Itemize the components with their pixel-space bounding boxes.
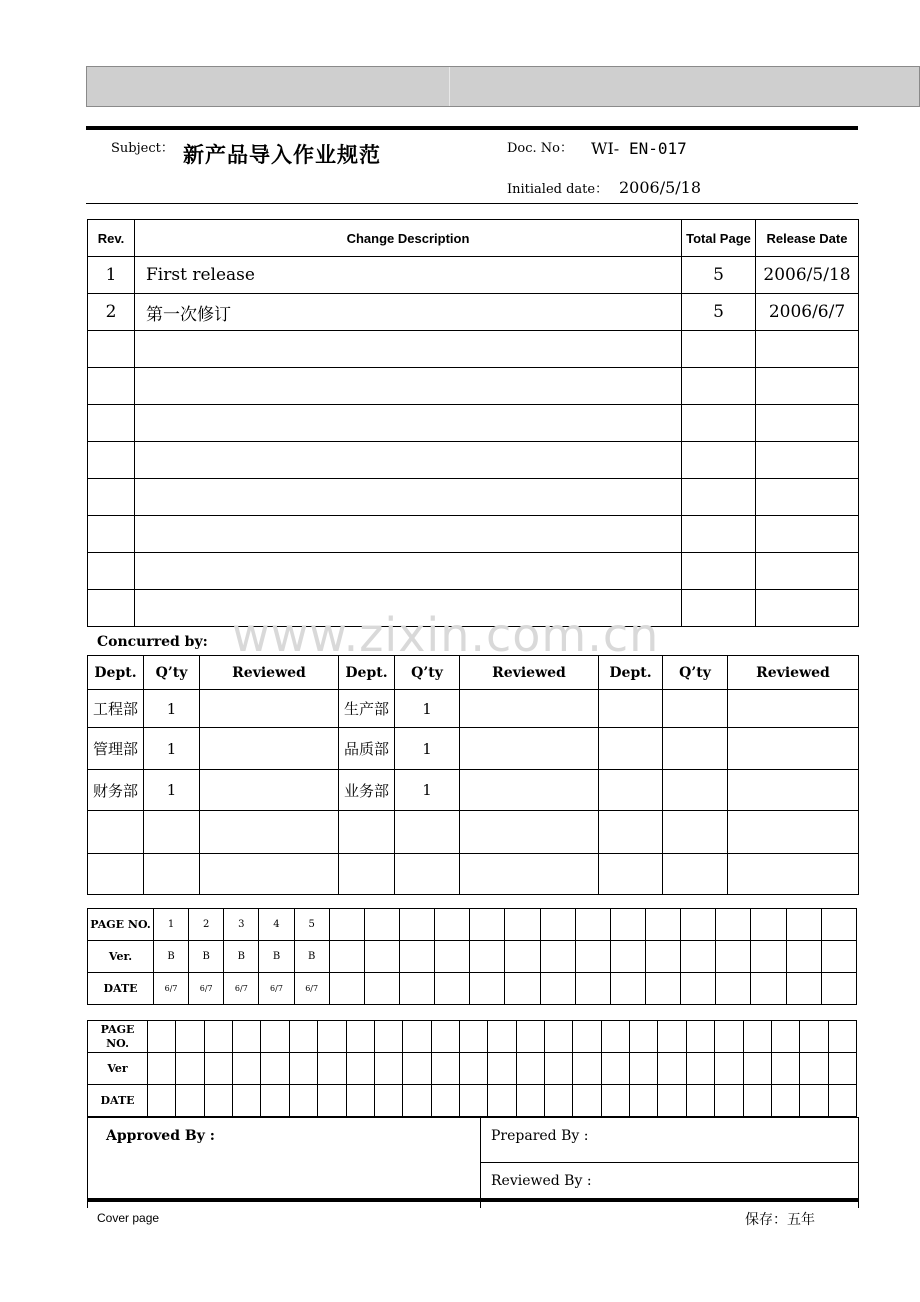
qty-cell [395,811,460,854]
doc-no-value: EN-017 [629,139,687,158]
reviewed-cell [728,728,859,770]
revision-row [88,368,859,405]
reviewed-cell [460,770,599,811]
page-no-row [88,909,857,941]
page-grid-cell [399,909,434,941]
page-grid-cell: 3 [224,909,259,941]
qty-cell: 1 [395,728,460,770]
reviewed-by-label: Reviewed By : [491,1173,592,1190]
page-grid-cell [540,941,575,973]
page-grid-cell [318,1021,346,1053]
reviewed-cell [728,770,859,811]
reviewed-cell [460,690,599,728]
page-grid-cell [176,1021,204,1053]
release-date-cell [756,331,859,368]
total-page-cell [682,368,756,405]
page-grid-cell [821,973,856,1005]
page-grid-cell [435,941,470,973]
page-grid-cell [505,973,540,1005]
page-grid-cell: 6/7 [224,973,259,1005]
dept-cell: 管理部 [88,728,144,770]
page-grid-cell [204,1021,232,1053]
concurred-label: Concurred by: [97,634,208,650]
page-grid-cell [601,1021,629,1053]
footer-cover-page: Cover page [97,1211,160,1225]
page-grid-cell: B [294,941,329,973]
qty-cell [395,854,460,895]
page-grid-cell: B [224,941,259,973]
concurred-header-row [88,656,859,690]
revision-row [88,294,859,331]
page-grid-cell: 5 [294,909,329,941]
page-grid-cell [575,973,610,1005]
page-grid-cell [658,1053,686,1085]
dept-cell: 业务部 [339,770,395,811]
approval-table [87,1117,859,1208]
revision-row [88,553,859,590]
dept-cell: 生产部 [339,690,395,728]
qty-cell: 1 [144,770,200,811]
page-grid-cell: 6/7 [154,973,189,1005]
reviewed-header: Reviewed [200,656,339,690]
page-grid-cell [399,941,434,973]
page-grid-cell [681,909,716,941]
qty-cell: 1 [395,690,460,728]
page-grid-cell [715,1085,743,1117]
page-grid-cell [645,973,680,1005]
page-grid-cell [459,1053,487,1085]
rev-cell [88,516,135,553]
page-grid-cell [540,973,575,1005]
qty-header: Q’ty [395,656,460,690]
page-grid-cell [821,909,856,941]
approved-by-cell [88,1118,481,1209]
date-row [88,973,857,1005]
page-grid-cell: 1 [154,909,189,941]
dept-header: Dept. [599,656,663,690]
page-grid-cell [610,973,645,1005]
page-grid-cell: 6/7 [294,973,329,1005]
dept-cell: 工程部 [88,690,144,728]
release-date-cell: 2006/5/18 [756,257,859,294]
release-date-cell [756,590,859,627]
qty-cell [663,854,728,895]
revision-row [88,331,859,368]
reviewed-cell [460,811,599,854]
page-grid-cell [431,1085,459,1117]
page-grid-cell [681,973,716,1005]
page-grid-cell [630,1085,658,1117]
page-grid-cell [470,941,505,973]
approved-by-label: Approved By : [106,1128,215,1144]
page-grid-cell [488,1021,516,1053]
page-grid-cell [686,1021,714,1053]
rev-cell [88,405,135,442]
page-grid-cell [261,1053,289,1085]
doc-no-prefix: WI- [591,139,620,158]
ver-row [88,1053,857,1085]
rev-cell [88,553,135,590]
page-grid-cell [470,909,505,941]
total-page-cell [682,405,756,442]
reviewed-cell [728,854,859,895]
page-grid-cell [800,1085,828,1117]
page-grid-cell [686,1053,714,1085]
page-grid-cell [403,1053,431,1085]
page-grid-cell [148,1053,176,1085]
page-grid-cell [233,1053,261,1085]
page-grid-cell [573,1053,601,1085]
doc-no-label: Doc. No： [507,141,573,156]
qty-header: Q’ty [144,656,200,690]
page-grid-cell [346,1053,374,1085]
page-no-row [88,1021,857,1053]
page-grid-cell [148,1021,176,1053]
page-grid-cell [771,1085,799,1117]
page-grid-cell [610,909,645,941]
release-date-cell [756,516,859,553]
qty-cell [144,854,200,895]
page-grid-cell [488,1053,516,1085]
page-grid-cell [686,1085,714,1117]
page-grid-cell [374,1085,402,1117]
footer-retention: 保存：五年 [745,1212,815,1228]
page-grid-cell [751,973,786,1005]
approval-bottom-rule [87,1198,858,1202]
page-grid-cell [828,1021,856,1053]
page-grid-cell [573,1021,601,1053]
qty-cell [663,690,728,728]
qty-header: Q’ty [663,656,728,690]
description-cell [135,516,682,553]
page-grid-cell [505,909,540,941]
page-grid-cell [204,1053,232,1085]
page-grid-cell [289,1021,317,1053]
page-grid-cell [658,1021,686,1053]
page-grid-cell [821,941,856,973]
dept-cell: 品质部 [339,728,395,770]
dept-cell [599,854,663,895]
change-description-header: Change Description [135,220,682,257]
page-grid-cell: B [154,941,189,973]
row-label: PAGE NO. [88,909,154,941]
page-grid-cell [743,1085,771,1117]
page-grid-cell [470,973,505,1005]
page-grid-cell [459,1021,487,1053]
total-page-cell [682,590,756,627]
rev-cell [88,590,135,627]
page-grid-cell [261,1021,289,1053]
page-grid-cell [374,1021,402,1053]
total-page-cell: 5 [682,294,756,331]
total-page-header: Total Page [682,220,756,257]
prepared-by-cell [481,1118,859,1163]
page-grid-cell [771,1053,799,1085]
page-grid-cell [630,1021,658,1053]
page-grid-cell [751,941,786,973]
rev-cell: 2 [88,294,135,331]
revision-row [88,479,859,516]
page-grid-cell [540,909,575,941]
page-grid-cell [545,1085,573,1117]
page-grid-cell [645,941,680,973]
concurred-row [88,690,859,728]
page-grid-cell [176,1085,204,1117]
reviewed-cell [200,770,339,811]
release-date-cell [756,368,859,405]
page-grid-cell [786,909,821,941]
page-grid-cell [318,1085,346,1117]
page-version-table-2 [87,1020,857,1117]
dept-cell [88,854,144,895]
rev-cell [88,442,135,479]
reviewed-cell [460,854,599,895]
dept-header: Dept. [88,656,144,690]
page-grid-cell [545,1053,573,1085]
header-top-rule [86,126,858,130]
row-label: PAGE NO. [88,1021,148,1053]
page-grid-cell [505,941,540,973]
description-cell [135,553,682,590]
revision-header-row [88,220,859,257]
page-grid-cell [715,1021,743,1053]
page-grid-cell [743,1021,771,1053]
page-grid-cell [630,1053,658,1085]
description-cell: First release [135,257,682,294]
page-grid-cell [601,1053,629,1085]
total-page-cell [682,479,756,516]
row-label: Ver. [88,941,154,973]
dept-cell [599,728,663,770]
page-grid-cell [545,1021,573,1053]
dept-cell [339,811,395,854]
page-grid-cell [716,941,751,973]
row-label: DATE [88,1085,148,1117]
qty-cell: 1 [144,728,200,770]
page-grid-cell: 2 [189,909,224,941]
concurred-row [88,770,859,811]
page-grid-cell [459,1085,487,1117]
row-label: DATE [88,973,154,1005]
page-grid-cell [751,909,786,941]
rev-cell [88,331,135,368]
qty-cell [144,811,200,854]
release-date-cell: 2006/6/7 [756,294,859,331]
page-grid-cell [329,941,364,973]
page-grid-cell [800,1053,828,1085]
page-grid-cell [346,1021,374,1053]
page-grid-cell [645,909,680,941]
reviewed-cell [200,728,339,770]
page-grid-cell [318,1053,346,1085]
release-date-header: Release Date [756,220,859,257]
page-grid-cell [516,1053,544,1085]
page-grid-cell [435,973,470,1005]
description-cell [135,331,682,368]
page-grid-cell [364,941,399,973]
description-cell [135,405,682,442]
qty-cell [663,811,728,854]
description-cell [135,479,682,516]
page-grid-cell [329,909,364,941]
total-page-cell: 5 [682,257,756,294]
subject-value: 新产品导入作业规范 [183,142,381,167]
page-grid-cell [573,1085,601,1117]
page-grid-cell [575,941,610,973]
page-grid-cell [716,973,751,1005]
page-grid-cell [261,1085,289,1117]
description-cell: 第一次修订 [135,294,682,331]
page-grid-cell [488,1085,516,1117]
page-grid-cell [364,909,399,941]
release-date-cell [756,442,859,479]
rev-header: Rev. [88,220,135,257]
concurred-row [88,811,859,854]
page-grid-cell [148,1085,176,1117]
rev-cell [88,479,135,516]
prepared-by-label: Prepared By : [491,1128,589,1144]
concurred-table [87,655,859,895]
page-grid-cell [346,1085,374,1117]
dept-cell [88,811,144,854]
page-grid-cell [786,973,821,1005]
dept-cell: 财务部 [88,770,144,811]
page-grid-cell [435,909,470,941]
qty-cell [663,770,728,811]
description-cell [135,368,682,405]
watermark: www.zixin.com.cn [232,608,660,662]
page-grid-cell [233,1021,261,1053]
rev-cell [88,368,135,405]
page-grid-cell [743,1053,771,1085]
rev-cell: 1 [88,257,135,294]
reviewed-cell [460,728,599,770]
page-grid-cell [681,941,716,973]
page-version-table-1 [87,908,857,1005]
page-grid-cell [575,909,610,941]
reviewed-cell [200,811,339,854]
subject-label: Subject： [111,141,174,156]
page-grid-cell: B [189,941,224,973]
page-grid-cell [289,1053,317,1085]
header-bottom-rule [86,203,858,204]
page-grid-cell [374,1053,402,1085]
release-date-cell [756,405,859,442]
total-page-cell [682,553,756,590]
date-row [88,1085,857,1117]
ver-row [88,941,857,973]
dept-cell [339,854,395,895]
description-cell [135,442,682,479]
page-grid-cell [828,1085,856,1117]
reviewed-cell [728,811,859,854]
page-grid-cell [289,1085,317,1117]
page-grid-cell [610,941,645,973]
page-grid-cell [516,1021,544,1053]
concurred-row [88,728,859,770]
total-page-cell [682,331,756,368]
release-date-cell [756,479,859,516]
page-grid-cell [716,909,751,941]
header-bar [86,66,920,107]
page-grid-cell [403,1021,431,1053]
reviewed-cell [200,690,339,728]
total-page-cell [682,516,756,553]
page-grid-cell [204,1085,232,1117]
revision-row [88,257,859,294]
total-page-cell [682,442,756,479]
page-grid-cell [403,1085,431,1117]
dept-cell [599,770,663,811]
page-grid-cell [364,973,399,1005]
page-grid-cell [828,1053,856,1085]
initialed-date-label: Initialed date： [507,182,609,197]
reviewed-header: Reviewed [460,656,599,690]
dept-cell [599,811,663,854]
qty-cell: 1 [144,690,200,728]
row-label: Ver [88,1053,148,1085]
page-grid-cell [786,941,821,973]
release-date-cell [756,553,859,590]
page-grid-cell: 6/7 [189,973,224,1005]
page-grid-cell [658,1085,686,1117]
page-grid-cell: 6/7 [259,973,294,1005]
dept-header: Dept. [339,656,395,690]
concurred-row [88,854,859,895]
page-grid-cell [601,1085,629,1117]
revision-table [87,219,859,627]
page-grid-cell [800,1021,828,1053]
reviewed-cell [200,854,339,895]
reviewed-header: Reviewed [728,656,859,690]
page-grid-cell: 4 [259,909,294,941]
page-grid-cell [329,973,364,1005]
page-grid-cell [233,1085,261,1117]
page-grid-cell [516,1085,544,1117]
revision-row [88,405,859,442]
page-grid-cell [715,1053,743,1085]
page-grid-cell [431,1021,459,1053]
page-grid-cell [399,973,434,1005]
revision-row [88,516,859,553]
qty-cell: 1 [395,770,460,811]
revision-row [88,442,859,479]
dept-cell [599,690,663,728]
page-grid-cell: B [259,941,294,973]
page-grid-cell [771,1021,799,1053]
page-grid-cell [176,1053,204,1085]
reviewed-cell [728,690,859,728]
page-grid-cell [431,1053,459,1085]
initialed-date-value: 2006/5/18 [619,178,702,197]
qty-cell [663,728,728,770]
